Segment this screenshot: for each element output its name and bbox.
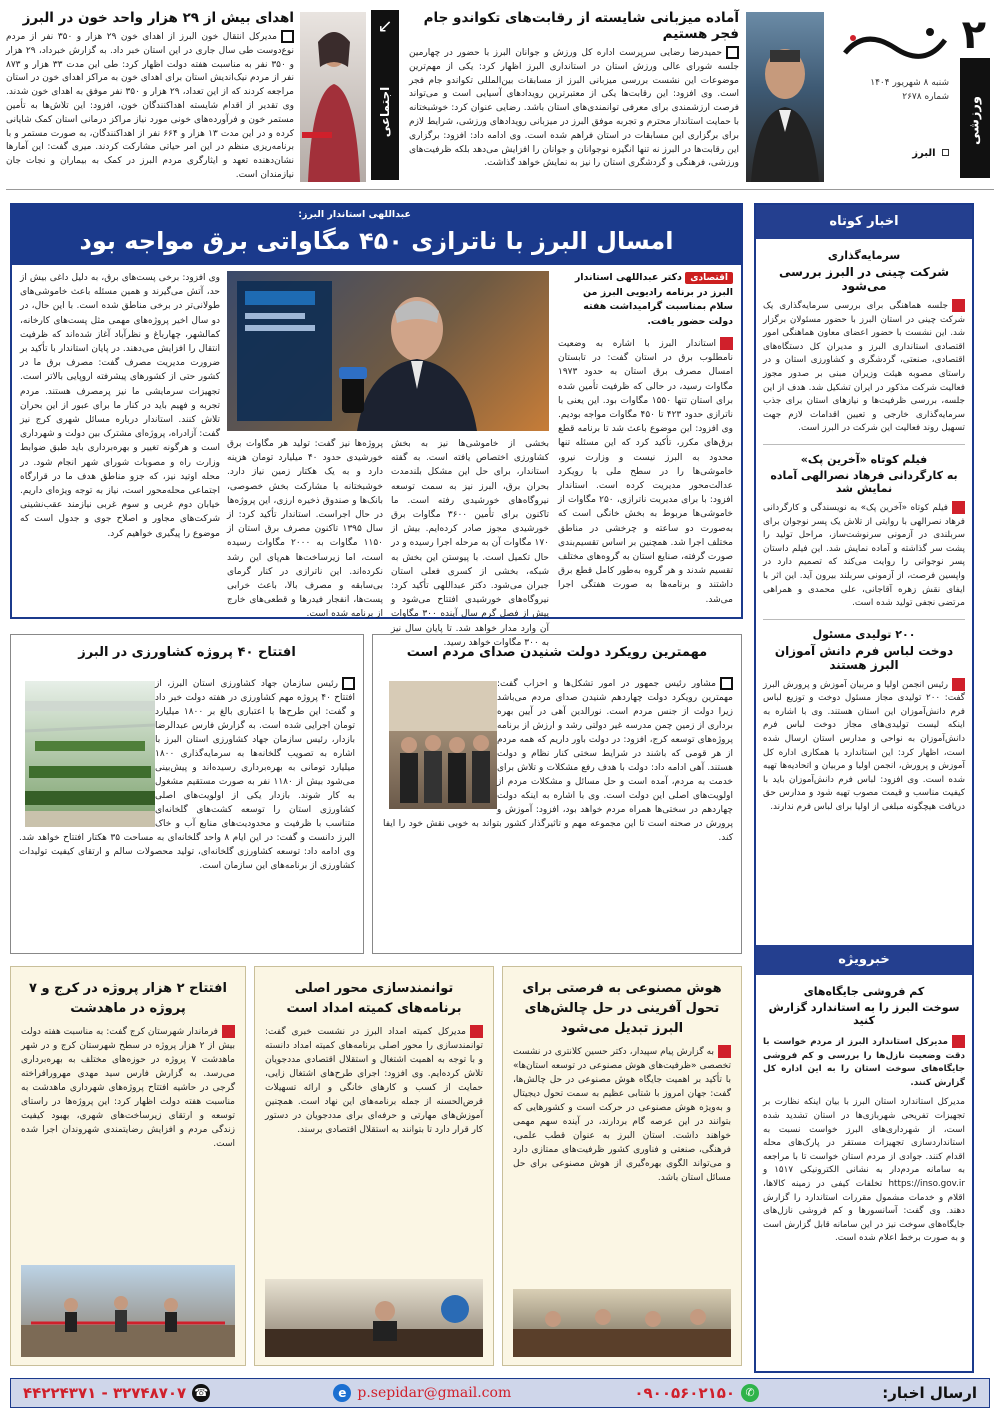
sport-strip [960, 58, 990, 178]
short-news-body: جلسه هماهنگی برای بررسی سرمایه‌گذاری یک شرکت چینی در استان البرز با حضور مسئولان برگزار شد. این نشست با حضور اعضای معاون هماهنگی امور اقتصادی استانداری البرز و مدیران کل دستگاه‌های اقتصادی، صنعتی، گردشگری و کشاورزی استان و در راستای مصوبه هیئت وزیران مبنی بر صدور مجوز فعالیت شرکت مذکور در ایران تشکیل شد. هدف از این جلسه، بررسی ظرفیت‌ها و نیازهای استان برای جذب سرمایه‌گذاری خارجی و تعیین اقدامات لازم جهت تسهیل روند فعالیت این شرکت در البرز است. [763, 301, 965, 434]
email-icon: e [333, 1384, 351, 1402]
bottom-article-3 [10, 966, 246, 1366]
bottom-article-2 [254, 966, 494, 1366]
bottom-article-1-title: هوش مصنوعی به فرصتی برای تحول آفرینی در حل چالش‌های البرز تبدیل می‌شود [522, 981, 722, 1036]
bottom-article-1-body: به گزارش پیام سپیدار، دکتر حسین کلانتری در نشست تخصصی «ظرفیت‌های هوش مصنوعی در توسعه استان‌ها» با تأکید بر اهمیت جایگاه هوش مصنوعی در حل چالش‌ها، گفت: جهان امروز با شتابی عظیم به سمت تحول دیجیتال و به‌ویژه هوش مصنوعی در حرکت است و کشورهایی که بتوانند در این عرصه گام بردارند، در آینده سهم مهمی خواهند داشت. استان البرز به عنوان قطب علمی، فرهنگی، صنعتی و فناوری کشور ظرفیت‌های ممتازی دارد و می‌تواند الگوی بهره‌گیری از هوش مصنوعی برای حل مسائل استان باشد. [513, 1047, 731, 1183]
short-news-list [756, 239, 972, 815]
field-news-headline: سوخت البرز را به استاندارد گزارش کنید [768, 1001, 960, 1027]
short-news-item [763, 249, 965, 436]
mid-right-body: مشاور رئیس جمهور در امور تشکل‌ها و احزاب گفت: مهمترین رویکرد دولت چهاردهم شنیدن صدای مردم می‌باشد زیرا دولت از جنس مردم است. نورالدین آهی در آیین بهره برداری از زمین چمن مدرسه غیر دولتی رشد و ارزش از برنامه پروژه‌های توسعه کرج، افزود: در دولت باور داریم که همه مردم از هر قومی که باشند در شرایط سختی کنار نظام و دولت هستند. آهی ادامه داد: دولت با هدف رفع مشکلات و تلاش برای خدمت به مردم، آمده است و حل مسائل و مشکلات مردم از اولویت‌های اصلی این دولت است. وی با اشاره به اینکه دولت چهاردهم در سختی‌ها همراه مردم خواهد بود، افزود: آموزش و پرورش در صحنه است تا این مجموعه مهم و تاثیرگذار کشور بتواند به خوبی نقش خود را ایفا کند. [383, 679, 733, 843]
arrow-icon [342, 677, 355, 690]
arrow-down-icon: ↙ [377, 16, 393, 37]
bottom-article-3-body: فرماندار شهرستان کرج گفت: به مناسبت هفته دولت بیش از ۲ هزار پروژه در سطح شهرستان کرج و در شهر ماهدشت ۷ پروژه در حوزه‌های مختلف به بهره‌برداری می‌رسد. به گزارش فارس سید مهدی مهرورافراخته گرجی در حاشیه افتتاح پروژه‌های شهرداری ماهدشت به مناسبت هفته دولت اظهار کرد: این پروژه‌ها در راستای توسعه و ارتقای زیرساخت‌های شهری، بهبود کیفیت زندگی مردم و افزایش رضایتمندی شهروندان اجرا شده است. [21, 1027, 236, 1149]
inauguration-photo [21, 1265, 235, 1357]
red-arrow-icon [952, 299, 965, 312]
bottom-article-2-title: توانمندسازی محور اصلی برنامه‌های کمیته امداد است [286, 981, 462, 1016]
main-col-3: پروژه‌ها نیز گفت: تولید هر مگاوات برق خورشیدی حدود ۴۰ میلیارد تومان هزینه دارد و به یک هکتار زمین نیاز دارد. خوشبختانه با مشارکت بخش خصوصی، بانک‌ها و صندوق ذخیره ارزی، این پروژه‌ها در حال اجراست. استاندار تأکید کرد: از سال ۱۳۹۵ تاکنون مصرف برق استان از ۱۱۵۰ مگاوات به ۲۰۰۰ مگاوات رسیده است، اما زیرساخت‌ها هم‌پای این رشد نکرده‌اند. این ناترازی در کنار گرمای بی‌سابقه و مصرف بالا، باعث خرابی پست‌ها، انفجار فیدرها و قطعی‌های خارج از برنامه شده است. [227, 439, 384, 620]
logo-mark [835, 18, 950, 68]
short-news-body: رئیس انجمن اولیا و مربیان آموزش و پرورش البرز گفت: ۲۰۰ تولیدی مجاز مسئول دوخت و توزیع لباس فرم دانش‌آموزان این استان هستند. وی با اشاره به اینکه لیست تولیدی‌های مجاز دوخت لباس فرم دانش‌آموزان به نواحی و مدارس استان ارسال شده است، اظهار کرد: این استاندارد با همکاری اداره کل آموزش و پرورش، انجمن اولیا و مربیان و اتحادیه‌ها تهیه شده است. وی افزود: لباس فرم دانش‌آموزان باید با کیفیت مناسب و قیمت مصوب تهیه شود و مدارس حق دریافت هیچگونه مبلغی از اولیا برای لباس فرم ندارند. [763, 679, 965, 813]
bottom-article-2-body: مدیرکل کمیته امداد البرز در نشست خبری گفت: توانمندسازی را محور اصلی برنامه‌های کمیته امداد دانسته و با توجه به اهمیت اشتغال و استقلال اقتصادی مددجویان تلاش کرده‌ایم. وی افزود: اجرای طرح‌های اشتغال زایی، حمایت از کسب و کارهای خانگی و ارائه تسهیلات قرض‌الحسنه از جمله برنامه‌های این نهاد است. همچنین آموزش‌های مهارتی و حرفه‌ای برای مددجویان در دستور کار قرار دارد تا بتوانند به استقلال اقتصادی برسند. [265, 1027, 483, 1135]
masthead-block [829, 8, 994, 183]
top-strip [6, 8, 994, 190]
blood-article-body: مدیرکل انتقال خون البرز از اهدای خون ۲۹ هزار و ۳۵۰ نفر از مردم نوع‌دوست طی سال جاری در این استان خبر داد. به گزارش خبرداد، ۲۹ هزار و ۳۵۰ نفر به مناسبت هفته دولت اظهار کرد: طی این مدت ۳۳ هزار و ۸۷۳ نفر از مردم نیک‌اندیش استان برای اهدای خون به مراکز اهدای خون در استان مراجعه کردند که از این تعداد، ۲۹ هزار و ۳۵۰ نفر موفق به اهدای خون شدند. وی تقدیر از اقدام شایسته اهداکنندگان خون، افزود: این تلاش‌ها به تأمین مستمر خون و فرآورده‌های خونی مورد نیاز مراکز درمانی استان کمک شایانی کرده و در این مدت ۱۳ هزار و ۶۶۴ نفر از اهداکنندگان، به صورت مستمر و با برنامه‌ریزی منظم در این امر حیاتی مشارکت کردند. میری گفت: این آمارها نشان‌دهنده تعهد و ایثارگری مردم البرز در کمک به بیماران و نجات جان نیازمندان است. [6, 32, 294, 180]
field-news [763, 985, 965, 1246]
official-portrait [746, 12, 824, 182]
short-news-kicker: فیلم کوتاه «آخرین پک» [800, 452, 928, 466]
logo [835, 18, 950, 68]
short-news-item [763, 453, 965, 611]
donor-figure [300, 12, 366, 182]
main-feature [10, 203, 743, 648]
short-news-body: فیلم کوتاه «آخرین پک» به نویسندگی و کارگردانی فرهاد نصرالهی با روایتی از تلاش یک پسر نوجوان برای سربلندی در آزمونی سرنوشت‌ساز، مراحل تولید را پشت سر گذاشته و آماده نمایش شد. این فیلم داستان پسر نوجوانی را روایت می‌کند که تصمیم دارد در واپسین فرصت، از آزمونی سربلند بیرون آید. این اثر با ایفای نقش زهره آقاجانی، علی محمدی و همراهی مرتضی نجفی تولید شده است. [763, 502, 965, 609]
main-headline: امسال البرز با ناترازی ۴۵۰ مگاواتی برق مواجه بود [79, 227, 674, 255]
blood-article-title: اهدای بیش از ۲۹ هزار واحد خون در البرز [22, 10, 294, 26]
economic-tag: اقتصادی [685, 272, 733, 284]
short-news-item [763, 628, 965, 815]
main-lead: اقتصادی دکتر عبداللهی استاندار البرز در برنامه رادیویی البرز من سلام بمناسبت گرامیداشت هفته دولت حضور یافت. [574, 272, 733, 327]
blood-article [6, 10, 294, 183]
page-number: ۲ [961, 12, 986, 58]
bottom-article-1 [502, 966, 742, 1366]
arrow-icon [720, 677, 733, 690]
arrow-icon [726, 46, 739, 59]
sport-article [409, 10, 739, 171]
phone-icon: ☎ [192, 1384, 210, 1402]
main-header [12, 205, 741, 265]
footer-email[interactable]: e p.sepidar@gmail.com [333, 1384, 511, 1402]
field-news-body: مدیرکل استاندارد استان البرز با بیان اینکه نظارت بر تجهیزات تفریحی شهربازی‌ها در استان تشدید شده است، از شهرداری‌های البرز خواست نسبت به استانداردسازی تجهیزات مستقر در پارک‌های محله اقدام کنند. جوادی از مردم استان خواست تا با مراجعه به سامانه مردم‌دار به نشانی الکترونیکی ۱۵۱۷ و https://inso.gov.ir تخلفات کیفی در زمینه کالاها، اقلام و خدمات مشمول مقررات استاندارد را گزارش دهند. وی گفت: آسانسورها و کم فروشی نازل‌های جایگاه‌های سوخت نیز در این سامانه قابل گزارش است و به صورت برخط اعلام شده است. [763, 1097, 965, 1244]
divider [763, 619, 965, 620]
red-arrow-icon [952, 678, 965, 691]
red-arrow-icon [222, 1025, 235, 1038]
sport-article-body: حمیدرضا رضایی سرپرست اداره کل ورزش و جوانان البرز با حضور در چهارمین جلسه شورای عالی ورزش استان در استانداری البرز اظهار کرد: یکی از مهم‌ترین موضوعات این نشست بررسی میزبانی البرز از مسابقات بین‌المللی تکواندو جام فجر است. وی افزود: این رقابت‌ها یکی از معتبرترین رویدادهای آسیایی است و می‌تواند فرصت ارزشمندی برای معرفی توانمندی‌های استان باشد. رضایی عنوان کرد: خوشبختانه با حمایت استاندار محترم و تجربه موفق البرز در میزبانی رویدادهای ورزشی، شرایط لازم برای برگزاری این مسابقات در استان فراهم شده است. وی ادامه داد: افزود: برگزاری این رقابت‌ها در البرز نه تنها انگیزه نوجوانان و جوانان را افزایش می‌دهد بلکه ظرفیت‌های ورزشی، فرهنگی و گردشگری استان را نیز به نمایش خواهد گذاشت. [409, 48, 739, 169]
main-col-2: بخشی از خاموشی‌ها نیز به بخش کشاورزی اختصاص یافته است. به گفته استاندار، برای حل این مشکل بلندمدت بحران برق، البرز نیز به سمت توسعه نیروگاه‌های خورشیدی رفته است. ما تاکنون برای تأمین ۳۶۰۰ مگاوات برق خورشیدی مجوز صادر کرده‌ایم. بیش از ۱۷۰ مگاوات آن به مرحله اجرا رسیده و در حال تکمیل است. با پیوستن این بخش به شبکه، بخشی از کسری فعلی استان جبران می‌شود. دکتر عبداللهی تأکید کرد: نیروگاه‌های خورشیدی افتتاح می‌شود و پیش از فصل گرم سال آینده ۳۰۰ مگاوات آن وارد مدار خواهد شد. تا پایان سال نیز به ۳۰۰ مگاوات خواهد رسید. [391, 439, 550, 648]
issue-line: شماره ۲۶۷۸ [902, 92, 949, 102]
social-label: اجتماعی [378, 86, 392, 138]
greenhouse-scene [25, 681, 155, 827]
short-news-title-text: به کارگردانی فرهاد نصرالهی آماده نمایش شد [770, 468, 958, 495]
short-news-kicker: سرمایه‌گذاری [827, 249, 901, 262]
meeting-scene [513, 1289, 731, 1357]
footer-label: ارسال اخبار: [882, 1384, 977, 1402]
square-icon [942, 149, 949, 156]
relief-committee-photo [265, 1279, 483, 1357]
mid-left-title: افتتاح ۴۰ پروژه کشاورزی در البرز [78, 645, 296, 660]
field-news-kicker: کم فروشی جایگاه‌های [803, 985, 925, 998]
portrait-figure [746, 12, 824, 182]
short-news-title: اخبار کوتاه [756, 205, 972, 239]
bottom-article-3-title: افتتاح ۲ هزار پروژه در کرج و ۷ پروژه در ماهدشت [29, 981, 227, 1016]
short-news-title-text: شرکت چینی در البرز بررسی می‌شود [778, 265, 950, 293]
short-news-kicker: ۲۰۰ تولیدی مسئول [812, 627, 916, 641]
sidebar [754, 203, 974, 1373]
red-arrow-icon [952, 501, 965, 514]
short-news-title-text: دوخت لباس فرم دانش آموزان البرز هستند [774, 643, 954, 672]
ceremony-photo [389, 681, 497, 809]
red-arrow-icon [952, 1035, 965, 1048]
date-line: شنبه ۸ شهریور ۱۴۰۴ [870, 78, 949, 88]
radio-interview-photo [227, 271, 549, 431]
main-col-1 [558, 271, 733, 607]
blood-donation-photo [300, 12, 366, 182]
main-col-1-body: استاندار البرز با اشاره به وضعیت نامطلوب برق در استان گفت: در تابستان امسال مصرف برق استان به حدود ۱۹۷۳ مگاوات رسید، در حالی که ظرفیت تأمین شده برای استان تنها ۱۵۵۰ مگاوات بود. این یعنی با ناترازی حدود ۴۲۳ تا ۴۵۰ مگاوات مواجه بودیم. وی افزود: این موضوع باعث شد تا برنامه قطع برق‌های مکرر، تأکید کرد که این مسئله تنها محدود به البرز نیست و وزارت نیرو، خاموشی‌ها را در سطح ملی با رویکرد عدالت‌محور مدیریت کرده است. استاندار افزود: با برای مدیریت ناترازی، ۲۵۰ مگاوات از خاموشی‌ها مربوط به بخش خانگی است که به‌صورت دو ساعته و چرخشی در مناطق مختلف اجرا شد. همچنین بر اساس تقسیم‌بندی صورت گرفته، صنایع استان به گروه‌های مختلف تقسیم شدند و هر گروه به‌طور کامل قطع برق داشتند و برنامه‌ها به صورت هفتگی اجرا می‌شد. [558, 339, 734, 605]
red-arrow-icon [470, 1025, 483, 1038]
footer-whatsapp[interactable]: ✆ ۰۹۰۰۵۶۰۲۱۵۰ [634, 1384, 759, 1402]
social-strip [371, 10, 399, 180]
mid-left-body: رئیس سازمان جهاد کشاورزی استان البرز، از افتتاح ۴۰ پروژه مهم کشاورزی در هفته دولت خبر داد و گفت: این طرح‌ها با اعتباری بالغ بر ۱۸۰۰ میلیارد تومان اجرایی شده است. به گزارش فارس عبدالرضا بازدار، رئیس سازمان جهاد کشاورزی استان البرز با اشاره به تصویب گلخانه‌ها به سرمایه‌گذاری ۱۸۰۰ میلیارد تومانی به بهره‌برداری رسیده‌اند و پیش‌بینی می‌شود بیش از ۱۱۸۰ نفر به صورت مستقیم مشغول به کار شوند. بازدار یکی از اولویت‌های اصلی کشاورزی استان را توسعه کشت‌های گلخانه‌ای متناسب با ظرفیت و محدودیت‌های منابع آب و خاک البرز دانست و گفت: در این ایام ۸ واحد گلخانه‌ای به مساحت ۳۵ هکتار افتتاح خواهد شد. وی ادامه داد: توسعه کشاورزی گلخانه‌ای، تولید محصولات سالم و ارتقای کیفیت تولیدات کشاورزی از برنامه‌های این سازمان است. [19, 679, 356, 871]
red-arrow-icon [718, 1045, 731, 1058]
red-arrow-icon [720, 337, 733, 350]
greenhouse-photo [25, 681, 155, 827]
province-label: البرز [912, 148, 949, 159]
whatsapp-icon: ✆ [741, 1384, 759, 1402]
sport-article-title: آماده میزبانی شایسته از رقابت‌های تکواندو جام فجر هستیم [423, 10, 739, 42]
ceremony-scene [389, 681, 497, 809]
field-news-lead: مدیرکل استاندارد البرز از مردم خواست با دقت وضعیت نازل‌ها را بررسی و کم فروشی جایگاه‌های سوخت استان را به این اداره کل گزارش کنند. [763, 1037, 965, 1088]
inauguration-scene [21, 1265, 235, 1357]
arrow-icon [281, 30, 294, 43]
field-news-title: خبرویژه [756, 945, 972, 975]
sport-label: ورزشی [967, 96, 983, 145]
radio-scene [227, 271, 549, 431]
ai-meeting-photo [513, 1289, 731, 1357]
divider [763, 444, 965, 445]
footer-bar [10, 1378, 990, 1408]
committee-scene [265, 1279, 483, 1357]
footer-phone[interactable]: ☎ ۳۲۷۴۸۷۰۷ - ۴۴۲۲۴۳۷۱ [23, 1384, 210, 1402]
main-kicker: عبداللهی استاندار البرز: [298, 209, 411, 220]
mid-right-article [372, 634, 742, 954]
mid-left-article [10, 634, 364, 954]
main-col-4: وی افزود: برخی پست‌های برق، به دلیل داغی بیش از حد، آتش می‌گیرند و همین مسئله باعث خاموشی‌های طولانی‌تر در برخی مناطق شده است. با این حال، در دو سال اخیر پروژه‌های مهمی مثل پست‌های کارخانه، کمالشهر، چهارباغ و نظرآباد آغاز شده‌اند که ظرفیت انتقال را افزایش می‌دهند. در پایان استاندار با تأکید بر ضرورت مدیریت مصرف گفت: مصرف برق ما در کشور حتی از کشورهای پیشرفته اروپایی بالاتر است. تجهیزات سرمایشی ما نیز پرمصرف هستند. مردم تجربه و فهیم باید در کنار ما برای عبور از این بحران تلاش کنند. استاندار درباره مسائل شهری کرج نیز گفت: آزادراه، پروژه‌ای مشترک بین دولت و شهرداری است و هرگونه تغییر و بهره‌برداری باید طبق ضوابط وزارت راه و مصوبات شورای شهر انجام شود. در محله اوتید نیز، که جزو مناطق هدف ما در قرارگاه اجتماعی محله‌محور است، نیاز به توجه ویژه‌ای داریم. خیابان دوم غربی و سوم غربی نیازمند عقب‌نشینی شرکت‌های مجاور و اصلاح جوی و جدول است که موضوع را پیگیری خواهیم کرد. [20, 273, 220, 539]
mid-right-title: مهمترین رویکرد دولت شنیدن صدای مردم است [406, 645, 708, 660]
